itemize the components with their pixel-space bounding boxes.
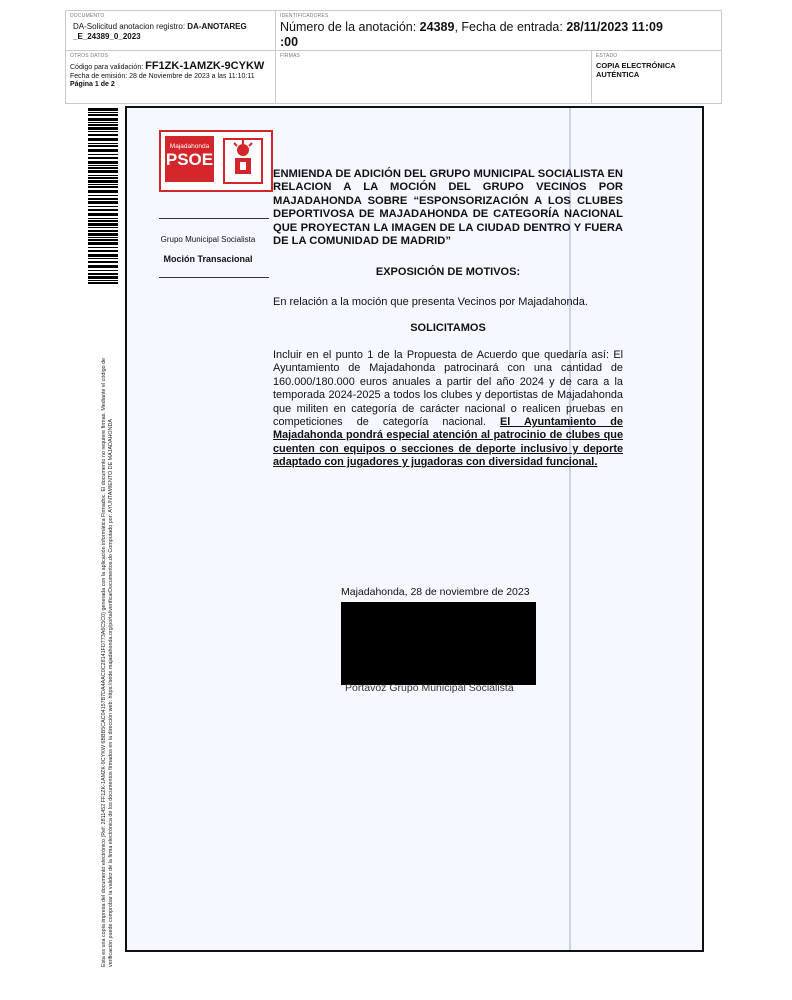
barcode-bar (88, 198, 118, 200)
logo-municipio: Majadahonda (169, 143, 210, 150)
documento-label: DOCUMENTO (70, 13, 105, 19)
verification-note (101, 292, 115, 967)
barcode-bar (88, 265, 118, 268)
barcode-bar (88, 145, 118, 147)
barcode-bar (88, 138, 118, 141)
estado-cell (592, 51, 721, 103)
otros-datos-cell (66, 51, 276, 103)
exposicion-heading: EXPOSICIÓN DE MOTIVOS: (375, 266, 521, 278)
firma-portavoz: Portavoz Grupo Municipal Socialista (345, 682, 514, 694)
barcode-bar (88, 175, 118, 176)
barcode-bar (88, 250, 118, 252)
fecha-continuacion: :00 (280, 35, 299, 49)
logo-partido: PSOE (165, 150, 214, 169)
barcode-bar (88, 143, 118, 144)
documento-cell (66, 11, 276, 51)
barcode-bar (88, 161, 118, 164)
barcode-bar (88, 254, 118, 257)
codigo-validacion[interactable]: FF1ZK-1AMZK-9CYKW (145, 60, 265, 72)
barcode-bar (88, 220, 118, 222)
barcode-bar (88, 282, 118, 284)
pagina: Página 1 de 2 (70, 81, 115, 88)
barcode-bar (88, 233, 118, 236)
grupo-municipal: Grupo Municipal Socialista (160, 235, 256, 244)
barcode-bar (88, 180, 118, 183)
documento-value (73, 22, 271, 42)
barcode-bar (88, 242, 118, 245)
firmas-label: FIRMAS (280, 53, 301, 59)
barcode-bar (88, 108, 118, 111)
documento-prefix: DA-Solicitud anotacion registro: (73, 22, 188, 31)
rose-fist-icon (223, 138, 263, 184)
verification-note-line2: verificación puede comprobar la validez de la firma electrónica de los documentos firmados en la dirección web: https://sede.majadahonda.org/portal/verificarDocumentos.do Computado por: AYUNTAMIENTO DE MAJADAHONDA (108, 418, 114, 967)
lugar-fecha: Majadahonda, 28 de noviembre de 2023 (341, 586, 530, 598)
fecha-entrada: 28/11/2023 11:09 (566, 20, 663, 34)
barcode-bar (88, 127, 118, 130)
firmas-cell (276, 51, 592, 103)
barcode-bar (88, 273, 118, 275)
barcode-bar (88, 186, 118, 188)
barcode-bar (88, 247, 118, 248)
barcode-bar (88, 261, 118, 263)
logo-text-block (165, 136, 214, 182)
barcode-bar (88, 114, 118, 116)
redacted-signature (341, 602, 536, 685)
barcode-bar (88, 209, 118, 211)
sidebar-rule-bottom (159, 277, 269, 278)
barcode-bar (88, 118, 118, 121)
barcode-bar (88, 230, 118, 232)
anotacion-numero: 24389 (419, 20, 455, 34)
barcode-bar (88, 258, 118, 259)
barcode-bar (88, 227, 118, 228)
solicitamos-heading: SOLICITAMOS (410, 322, 486, 334)
barcode-bar (88, 154, 118, 155)
barcode-bar (88, 190, 118, 193)
barcode-bar (88, 223, 118, 226)
relacion-paragraph: En relación a la moción que presenta Vecinos por Majadahonda. (273, 296, 588, 308)
propuesta-emphasis: El Ayuntamiento de Majadahonda pondrá especial atención al patrocinio de clubes que cuenten con equipos o secciones de deporte inclusivo y deporte adaptado con jugadores y jugadoras con diversidad funcional. (273, 416, 623, 469)
barcode-bar (88, 276, 118, 279)
barcode-bar (88, 157, 118, 159)
documento-line2: _E_24389_0_2023 (73, 32, 141, 41)
propuesta-text: Incluir en el punto 1 de la Propuesta de Acuerdo que quedaría así: El Ayuntamiento de Majadahonda patrocinará con una cantidad de 160.000/180.000 euros anuales a partir del año 2024 y de cara a la temporada 2024-2025 a todos los clubes y deportistas de Majadahonda que militen en categoría de carácter nacional o realicen pruebas en competiciones de categoría nacional. (273, 349, 623, 429)
barcode-icon (88, 108, 118, 286)
barcode-bar (88, 239, 118, 241)
barcode-bar (88, 177, 118, 179)
barcode-bar (88, 201, 118, 204)
barcode-bar (88, 149, 118, 152)
barcode-bar (88, 270, 118, 271)
barcode-bar (88, 124, 118, 126)
scanned-page (125, 106, 704, 952)
barcode-bar (88, 206, 118, 207)
mocion-transacional: Moción Transacional (163, 254, 253, 264)
identificadores-label: IDENTIFICADORES (280, 13, 329, 19)
barcode-bar (88, 131, 118, 132)
otros-datos-value (70, 62, 271, 90)
psoe-logo (159, 130, 273, 192)
barcode-bar (88, 237, 118, 238)
barcode-bar (88, 122, 118, 123)
estado-label: ESTADO (596, 53, 618, 59)
codigo-prefix: Código para validación: (70, 64, 146, 71)
sidebar-rule-top (159, 218, 269, 219)
barcode-bar (88, 165, 118, 166)
fecha-emision: Fecha de emisión: 28 de Noviembre de 2023 a las 11:10:11 (70, 72, 255, 80)
barcode-bar (88, 280, 118, 281)
barcode-bar (88, 170, 118, 173)
verification-note-line1: Esta es una copia impresa del documento electrónico (Ref: 2811452 FF1ZK-1AMZK-9CYKW 6BBB5CAC04157B7DA4AAC0C28141FD773A6C5C0) generada con la aplicación informática Firmadoc. El documento no requiere firmas. Mediante el código de (101, 357, 107, 967)
anotacion-value (280, 20, 717, 50)
barcode-bar (88, 218, 118, 219)
propuesta-paragraph (273, 349, 623, 470)
fecha-prefix: , Fecha de entrada: (454, 20, 567, 34)
validation-header (65, 10, 722, 104)
estado-value: COPIA ELECTRÓNICA AUTÉNTICA (596, 61, 676, 79)
documento-code: DA-ANOTAREG (187, 22, 247, 31)
anotacion-prefix: Número de la anotación: (280, 20, 420, 34)
barcode-bar (88, 195, 118, 196)
barcode-bar (88, 167, 118, 169)
barcode-bar (88, 213, 118, 216)
enmienda-title: ENMIENDA DE ADICIÓN DEL GRUPO MUNICIPAL SOCIALISTA EN RELACION A LA MOCIÓN DEL GRUPO VECINOS POR MAJADAHONDA SOBRE “ESPONSORIZACIÓN A LOS CLUBES DEPORTIVOSA DE MAJADAHONDA DE CATEGORÍA NACIONAL QUE PROYECTAN LA IMAGEN DE LA CIUDAD DENTRO Y FUERA DE LA COMUNIDAD DE MADRID” (273, 168, 623, 248)
barcode-bar (88, 184, 118, 185)
barcode-bar (88, 112, 118, 113)
otros-label: OTROS DATOS (70, 53, 109, 59)
identificadores-cell (276, 11, 721, 51)
barcode-bar (88, 134, 118, 136)
